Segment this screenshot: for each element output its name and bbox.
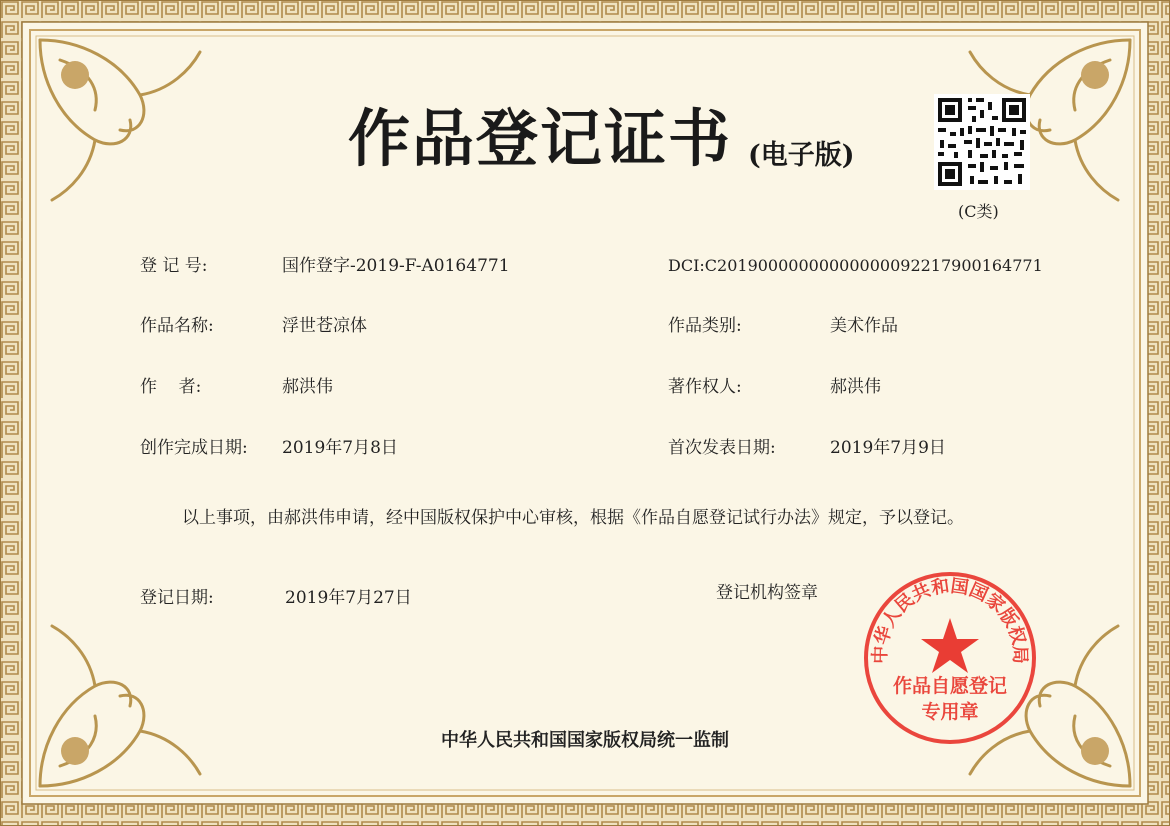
work-name-value: 浮世苍凉体 bbox=[282, 316, 367, 336]
issuer-seal-label: 登记机构签章 bbox=[716, 583, 818, 603]
seal-inner-line2: 专用章 bbox=[921, 701, 979, 723]
supervision-footer: 中华人民共和国国家版权局统一监制 bbox=[441, 730, 729, 751]
certificate-class: (C类) bbox=[958, 202, 999, 221]
qr-code bbox=[934, 94, 1030, 190]
first-publication-date-label: 首次发表日期: bbox=[668, 438, 776, 458]
registration-date-label: 登记日期: bbox=[140, 588, 214, 608]
author-value: 郝洪伟 bbox=[282, 377, 333, 397]
author-label: 作 者: bbox=[140, 377, 202, 397]
work-name-label: 作品名称: bbox=[140, 316, 214, 336]
copyright-owner-value: 郝洪伟 bbox=[830, 377, 881, 397]
certificate-subtitle: (电子版) bbox=[748, 140, 855, 171]
registration-number-label: 登 记 号: bbox=[140, 256, 208, 276]
seal-outer-text: 中华人民共和国国家版权局 bbox=[869, 575, 1031, 665]
registration-statement: 以上事项，由郝洪伟申请，经中国版权保护中心审核，根据《作品自愿登记试行办法》规定，予以登记。 bbox=[182, 508, 964, 528]
registration-date-value: 2019年7月27日 bbox=[285, 588, 412, 608]
copyright-owner-label: 著作权人: bbox=[668, 377, 742, 397]
seal-star-icon bbox=[921, 618, 979, 673]
work-category-value: 美术作品 bbox=[830, 316, 898, 336]
registration-number-value: 国作登字-2019-F-A0164771 bbox=[282, 256, 510, 276]
work-category-label: 作品类别: bbox=[668, 316, 742, 336]
dci-code: DCI:C20190000000000000092217900164771 bbox=[668, 256, 1043, 275]
official-seal bbox=[860, 568, 1040, 748]
seal-inner-line1: 作品自愿登记 bbox=[892, 675, 1008, 697]
first-publication-date-value: 2019年7月9日 bbox=[830, 438, 946, 458]
completion-date-label: 创作完成日期: bbox=[140, 438, 248, 458]
certificate-title: 作品登记证书 bbox=[348, 102, 733, 175]
completion-date-value: 2019年7月8日 bbox=[282, 438, 398, 458]
